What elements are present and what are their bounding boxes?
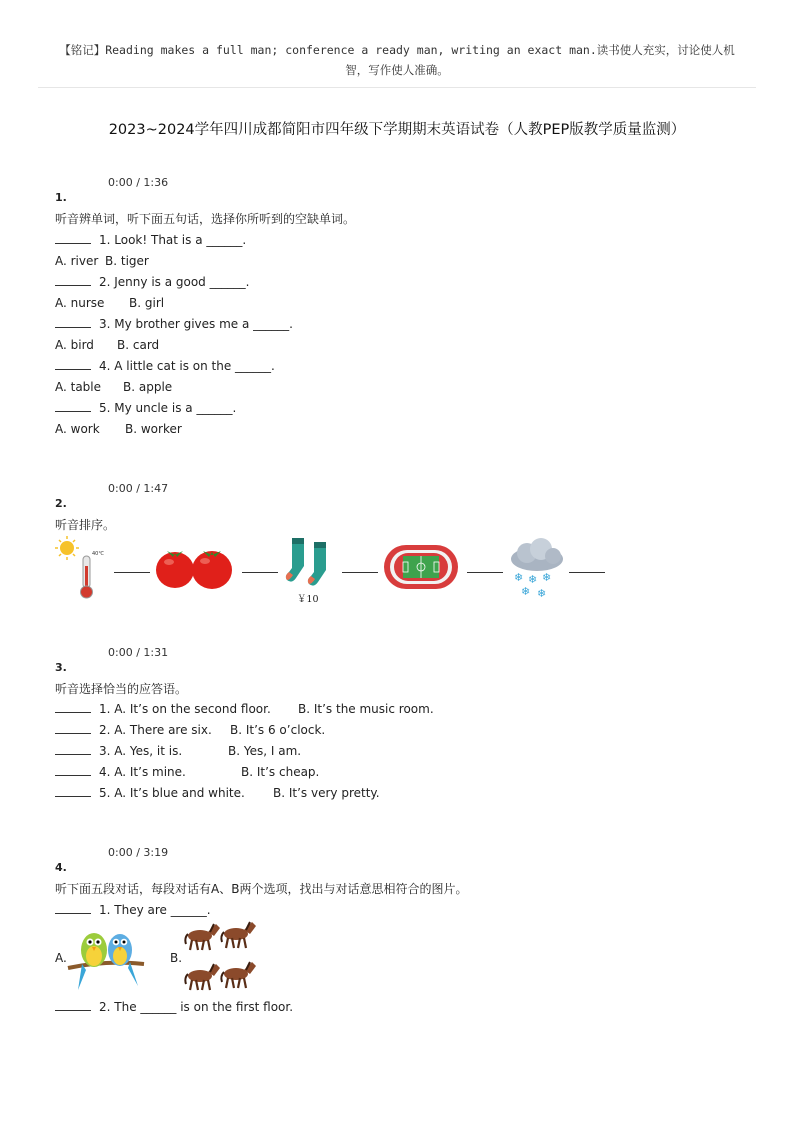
answer-blank[interactable] (55, 902, 91, 914)
option-a-label: A. (55, 951, 67, 965)
question-1-3: 3. My brother gives me a ______. (55, 316, 293, 332)
options-1-5: A. work B. worker (55, 422, 182, 436)
stadium-image (383, 544, 459, 590)
socks-image (284, 536, 336, 588)
section-instruction-2: 听音排序。 (55, 518, 116, 532)
price-label: ￥10 (297, 594, 319, 605)
tomato-icon (156, 551, 194, 588)
thermometer-icon (81, 556, 93, 598)
option-b-label: B. (170, 951, 183, 965)
tomato-icon (192, 551, 232, 589)
question-1-4: 4. A little cat is on the ______. (55, 358, 275, 374)
question-3-3: 3. A. Yes, it is. B. Yes, I am. (55, 743, 301, 759)
svg-text:❄: ❄ (537, 587, 547, 599)
answer-line[interactable] (342, 572, 378, 573)
options-1-3: A. bird B. card (55, 338, 160, 352)
section-number-4: 4. (55, 861, 67, 874)
header-divider (38, 87, 756, 88)
page-title: 2023~2024学年四川成都简阳市四年级下学期期末英语试卷（人教PEP版教学质量监测） (108, 122, 686, 138)
horses-image[interactable] (184, 918, 260, 996)
answer-blank[interactable] (55, 722, 91, 734)
section-number-3: 3. (55, 661, 67, 674)
horse-icon (185, 924, 220, 950)
svg-text:❄: ❄ (514, 571, 524, 584)
horse-icon (221, 962, 256, 988)
question-1-2: 2. Jenny is a good ______. (55, 274, 249, 290)
svg-text:❄: ❄ (528, 573, 538, 586)
answer-line[interactable] (242, 572, 278, 573)
answer-line[interactable] (467, 572, 503, 573)
svg-text:❄: ❄ (521, 585, 531, 598)
answer-blank[interactable] (55, 743, 91, 755)
answer-blank[interactable] (55, 999, 91, 1011)
options-1-2: A. nurse B. girl (55, 296, 165, 310)
sock-icon (286, 538, 304, 582)
answer-blank[interactable] (55, 400, 91, 412)
question-3-2: 2. A. There are six. B. It’s 6 o’clock. (55, 722, 325, 738)
options-1-4: A. table B. apple (55, 380, 173, 394)
snow-cloud-image (509, 537, 565, 599)
answer-blank[interactable] (55, 764, 91, 776)
answer-line[interactable] (569, 572, 605, 573)
snowflake-icon (514, 571, 551, 599)
section-number-1: 1. (55, 191, 67, 204)
audio-player-1[interactable]: 0:00 / 1:36 (108, 176, 169, 189)
answer-blank[interactable] (55, 358, 91, 370)
hot-weather-thermometer-image (54, 536, 100, 600)
question-1-1: 1. Look! That is a ______. (55, 232, 246, 248)
answer-line[interactable] (114, 572, 150, 573)
motto (40, 40, 754, 80)
motto-line-2: 智，写作使人准确。 (345, 63, 449, 77)
section-instruction-1: 听音辨单词，听下面五句话，选择你所听到的空缺单词。 (55, 212, 356, 226)
tomatoes-image (155, 542, 235, 592)
answer-blank[interactable] (55, 785, 91, 797)
sun-icon (55, 536, 79, 560)
audio-player-4[interactable]: 0:00 / 3:19 (108, 846, 169, 859)
section-instruction-4: 听下面五段对话，每段对话有A、B两个选项，找出与对话意思相符合的图片。 (55, 882, 468, 896)
sock-icon (308, 542, 326, 586)
question-3-4: 4. A. It’s mine. B. It’s cheap. (55, 764, 319, 780)
motto-line-1: 【铭记】Reading makes a full man; conference a ready man, writing an exact man.读书使人充实，讨论使人机 (59, 43, 735, 57)
question-4-2: 2. The ______ is on the first floor. (55, 999, 293, 1015)
question-1-5: 5. My uncle is a ______. (55, 400, 236, 416)
svg-text:❄: ❄ (542, 571, 552, 584)
birds-image[interactable] (66, 920, 146, 996)
question-4-1: 1. They are ______. (55, 902, 211, 918)
cloud-icon (511, 538, 563, 571)
section-instruction-3: 听音选择恰当的应答语。 (55, 682, 188, 696)
horse-icon (185, 964, 220, 990)
answer-blank[interactable] (55, 701, 91, 713)
audio-player-2[interactable]: 0:00 / 1:47 (108, 482, 169, 495)
answer-blank[interactable] (55, 316, 91, 328)
bird-icon (78, 933, 107, 990)
options-1-1: A. river B. tiger (55, 254, 149, 268)
answer-blank[interactable] (55, 232, 91, 244)
audio-player-3[interactable]: 0:00 / 1:31 (108, 646, 169, 659)
question-3-5: 5. A. It’s blue and white. B. It’s very pretty. (55, 785, 380, 801)
section-number-2: 2. (55, 497, 67, 510)
thermometer-label: 40℃ (92, 551, 104, 557)
question-3-1: 1. A. It’s on the second floor. B. It’s the music room. (55, 701, 434, 717)
bird-icon (108, 934, 138, 986)
horse-icon (221, 922, 256, 948)
answer-blank[interactable] (55, 274, 91, 286)
